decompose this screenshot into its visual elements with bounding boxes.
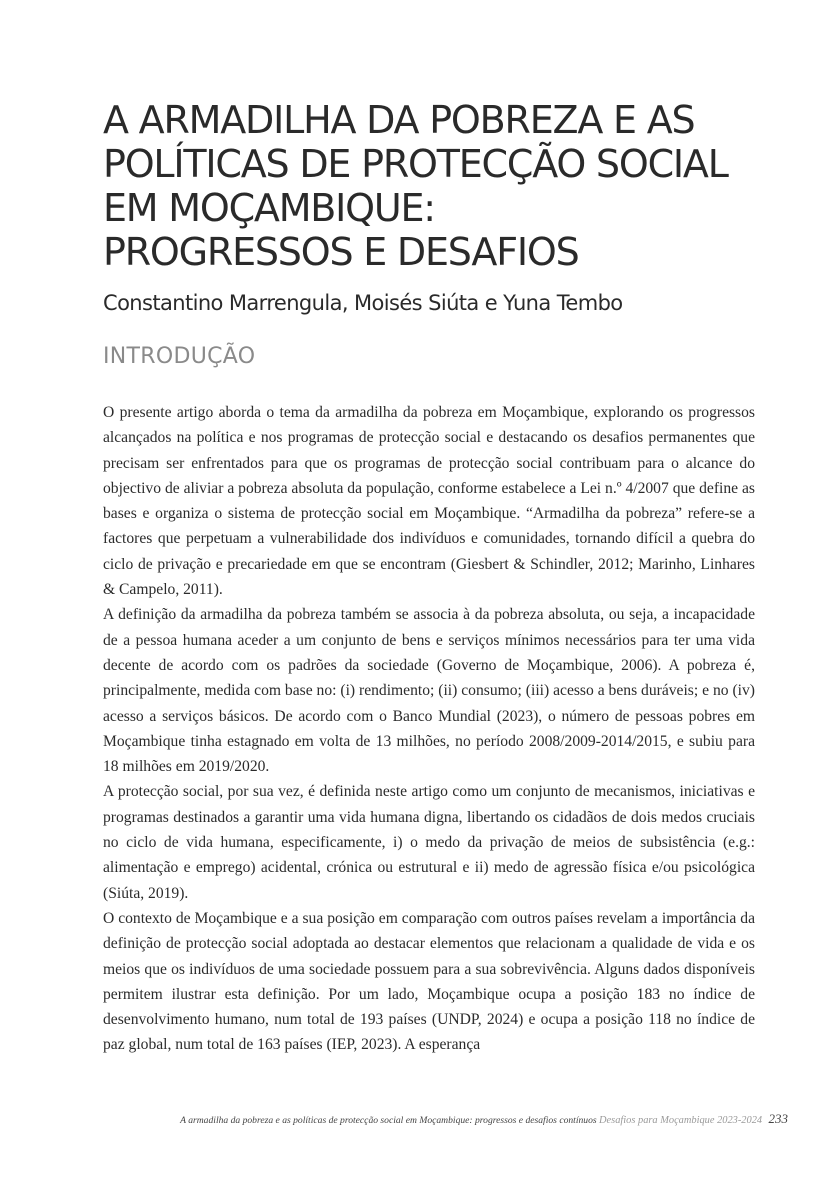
article-authors: Constantino Marrengula, Moisés Siúta e Yuna Tembo [103,291,623,315]
paragraph: A protecção social, por sua vez, é definida neste artigo como um conjunto de mecanismos, iniciativas e programas destinados a garantir uma vida humana digna, libertando os cidadãos de dois medos cruciais no ciclo de vida humana, especificamente, i) o medo da privação de meios de subsistência (e.g.: alimentação e emprego) acidental, crónica ou estrutural e ii) medo de agressão física e/ou psicológica (Siúta, 2019). [103,783,755,902]
article-title [103,98,743,274]
page-footer [100,1111,788,1127]
paragraph: A definição da armadilha da pobreza também se associa à da pobreza absoluta, ou seja, a incapacidade de a pessoa humana aceder a um conjunto de bens e serviços mínimos necessários para ter uma vida decente de acordo com os padrões da sociedade (Governo de Moçambique, 2006). A pobreza é, principalmente, medida com base no: (i) rendimento; (ii) consumo; (iii) acesso a bens duráveis; e no (iv) acesso a serviços básicos. De acordo com o Banco Mundial (2023), o número de pessoas pobres em Moçambique tinha estagnado em volta de 13 milhões, no período 2008/2009-2014/2015, e subiu para 18 milhões em 2019/2020. [103,606,755,776]
paragraph: O contexto de Moçambique e a sua posição em comparação com outros países revelam a importância da definição de protecção social adoptada ao destacar elementos que relacionam a qualidade de vida e os meios que os indivíduos de uma sociedade possuem para a sua sobrevivência. Alguns dados disponíveis permitem ilustrar esta definição. Por um lado, Moçambique ocupa a posição 183 no índice de desenvolvimento humano, num total de 193 países (UNDP, 2024) e ocupa a posição 118 no índice de paz global, num total de 163 países (IEP, 2023). A esperança [103,909,755,1054]
paragraph: O presente artigo aborda o tema da armadilha da pobreza em Moçambique, explorando os progressos alcançados na política e nos programas de protecção social e destacando os desafios permanentes que precisam ser enfrentados para que os programas de protecção social contribuam para o alcance do objectivo de aliviar a pobreza absoluta da população, conforme estabelece a Lei n.º 4/2007 que define as bases e organiza o sistema de protecção social em Moçambique. “Armadilha da pobreza” refere-se a factores que perpetuam a vulnerabilidade dos indivíduos e comunidades, tornando difícil a quebra do ciclo de privação e precariedade em que se encontram (Giesbert & Schindler, 2012; Marinho, Linhares & Campelo, 2011). [103,404,755,599]
title-line: PROGRESSOS E DESAFIOS [103,230,579,274]
title-line: EM MOÇAMBIQUE: [103,186,435,230]
series-title: Desafios para Moçambique 2023-2024 [599,1115,763,1126]
body-text [103,400,755,1058]
title-line: A ARMADILHA DA POBREZA E AS [103,98,695,142]
page-number: 233 [768,1111,788,1126]
section-heading: INTRODUÇÃO [103,344,256,369]
title-line: POLÍTICAS DE PROTECÇÃO SOCIAL [103,142,728,186]
running-title: A armadilha da pobreza e as políticas de protecção social em Moçambique: progressos e desafios contínuos [180,1115,597,1126]
